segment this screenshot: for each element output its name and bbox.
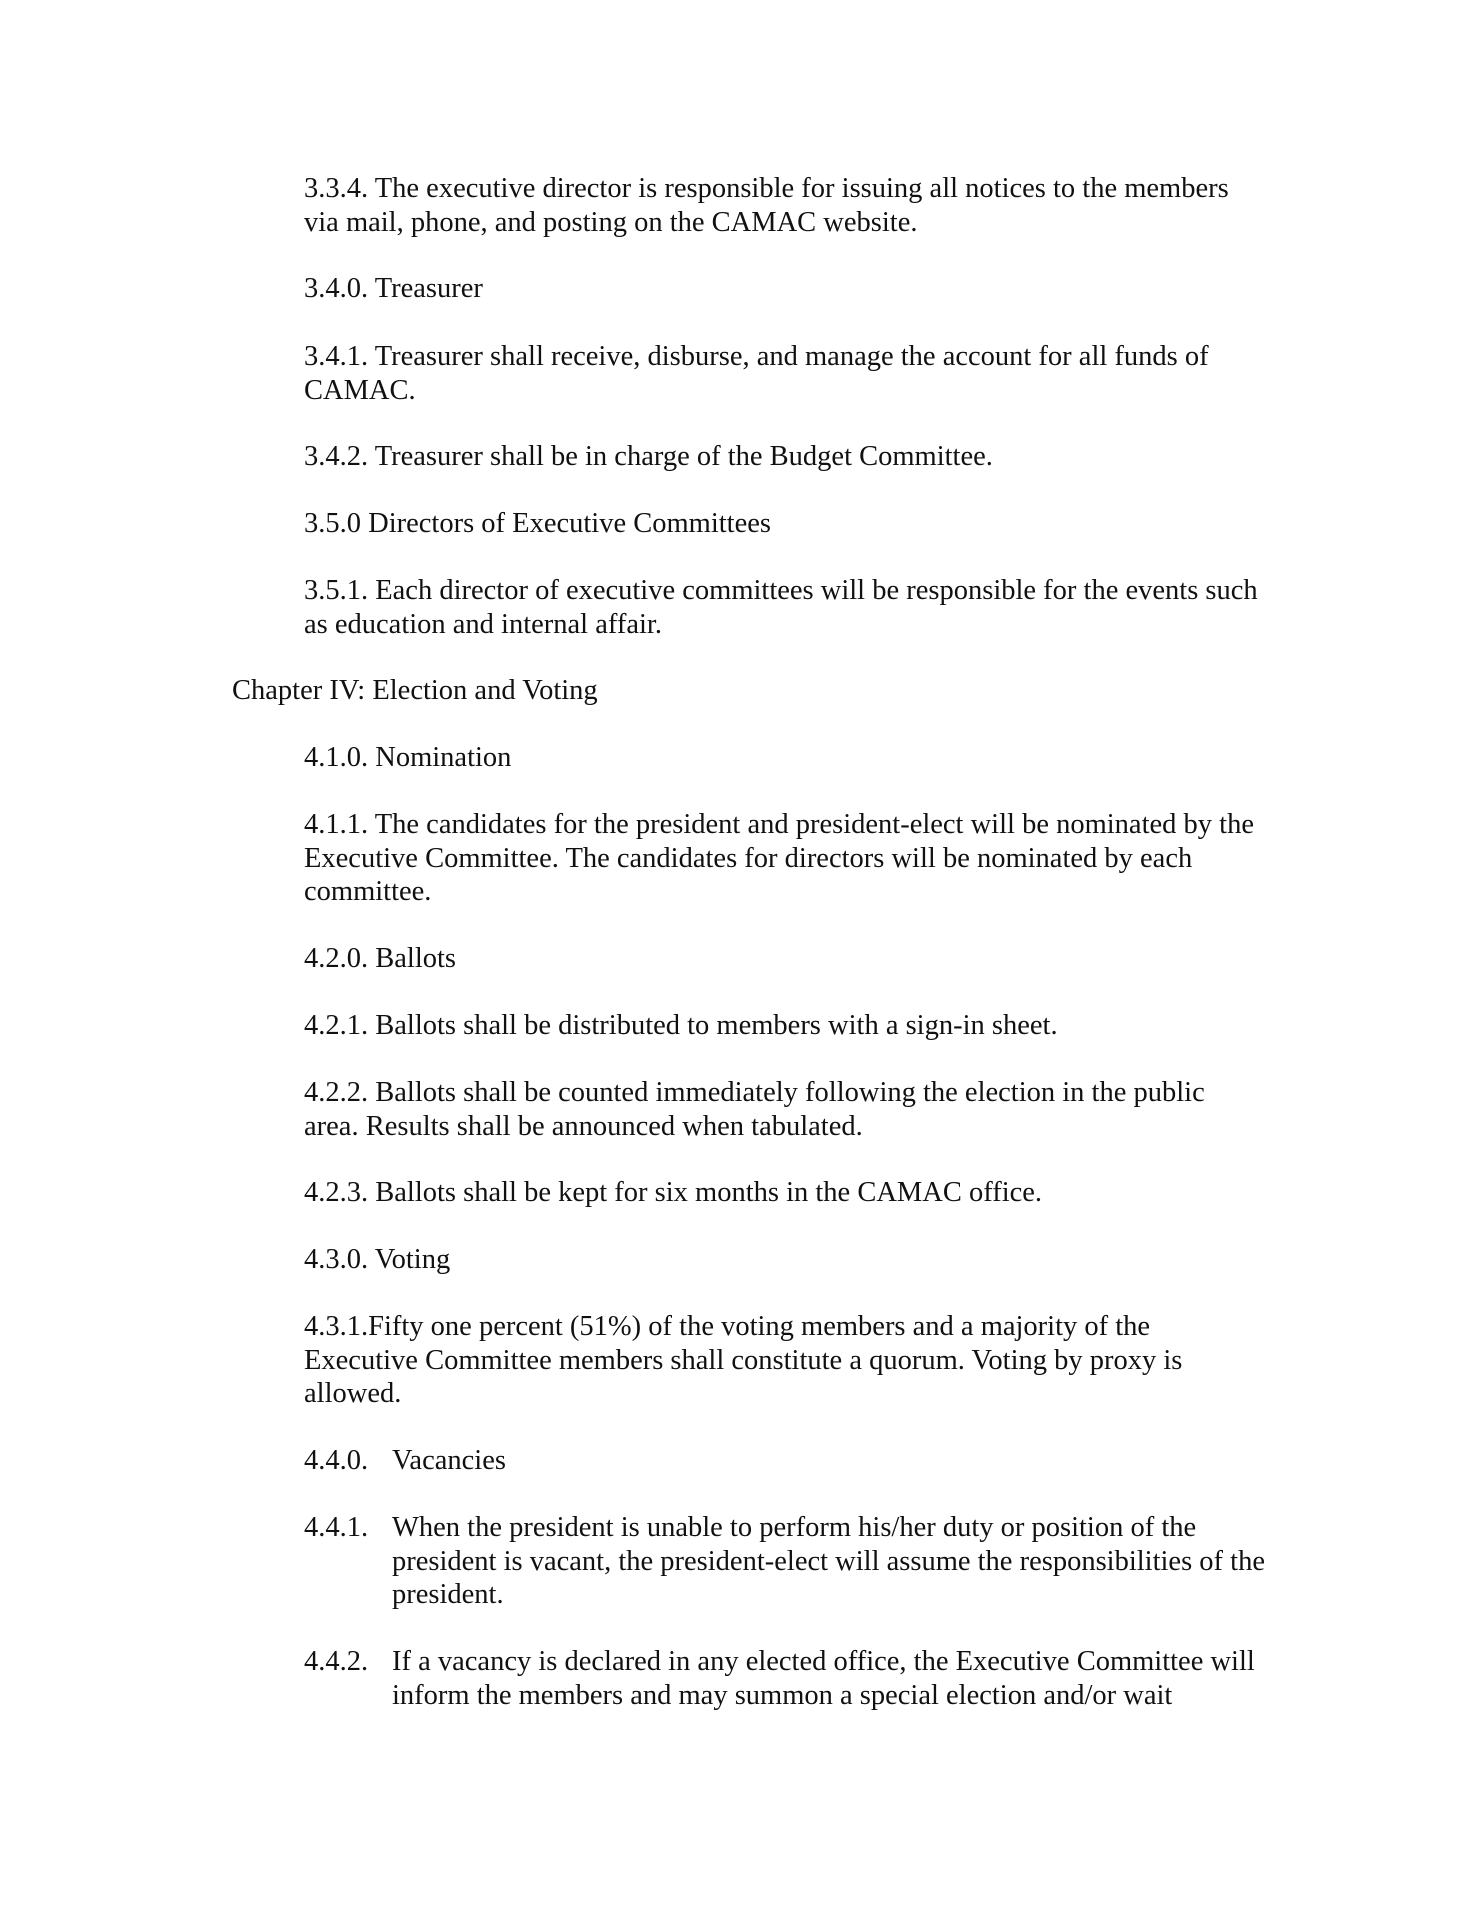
- section-3-5-0-heading: 3.5.0 Directors of Executive Committees: [304, 508, 771, 539]
- chapter-4-heading: Chapter IV: Election and Voting: [232, 675, 598, 706]
- section-number: 4.4.0.: [304, 1445, 369, 1476]
- section-3-3-4: 3.3.4. The executive director is responsible for issuing all notices to the members via mail, phone, and posting on the CAMAC website.: [304, 173, 1229, 238]
- section-number: 4.4.2.: [304, 1646, 369, 1677]
- section-4-1-0-heading: 4.1.0. Nomination: [304, 742, 512, 773]
- section-number: 4.4.1.: [304, 1512, 369, 1543]
- section-4-1-1: 4.1.1. The candidates for the president and president-elect will be nominated by the Executive Committee. The candidates for directors will be nominated by each committee.: [304, 809, 1254, 907]
- section-3-4-1: 3.4.1. Treasurer shall receive, disburse, and manage the account for all funds of CAMAC.: [304, 341, 1209, 406]
- section-4-3-1: 4.3.1.Fifty one percent (51%) of the voting members and a majority of the Executive Committee members shall constitute a quorum. Voting by proxy is allowed.: [304, 1311, 1183, 1409]
- section-4-3-0-heading: 4.3.0. Voting: [304, 1244, 451, 1275]
- section-3-4-0-heading: 3.4.0. Treasurer: [304, 273, 483, 304]
- section-4-2-1: 4.2.1. Ballots shall be distributed to members with a sign-in sheet.: [304, 1010, 1058, 1041]
- section-body-text: When the president is unable to perform his/her duty or position of the president is vacant, the president-elect will assume the responsibilities of the president.: [392, 1512, 1265, 1610]
- section-body-text: If a vacancy is declared in any elected office, the Executive Committee will inform the members and may summon a special election and/or wait: [392, 1646, 1255, 1711]
- section-3-5-1: 3.5.1. Each director of executive committees will be responsible for the events such as education and internal affair.: [304, 575, 1258, 640]
- section-3-4-2: 3.4.2. Treasurer shall be in charge of the Budget Committee.: [304, 441, 993, 472]
- section-4-2-2: 4.2.2. Ballots shall be counted immediately following the election in the public area. Results shall be announced when tabulated.: [304, 1077, 1205, 1142]
- section-4-2-0-heading: 4.2.0. Ballots: [304, 943, 457, 974]
- section-heading-text: Vacancies: [392, 1445, 506, 1476]
- section-4-2-3: 4.2.3. Ballots shall be kept for six months in the CAMAC office.: [304, 1177, 1043, 1208]
